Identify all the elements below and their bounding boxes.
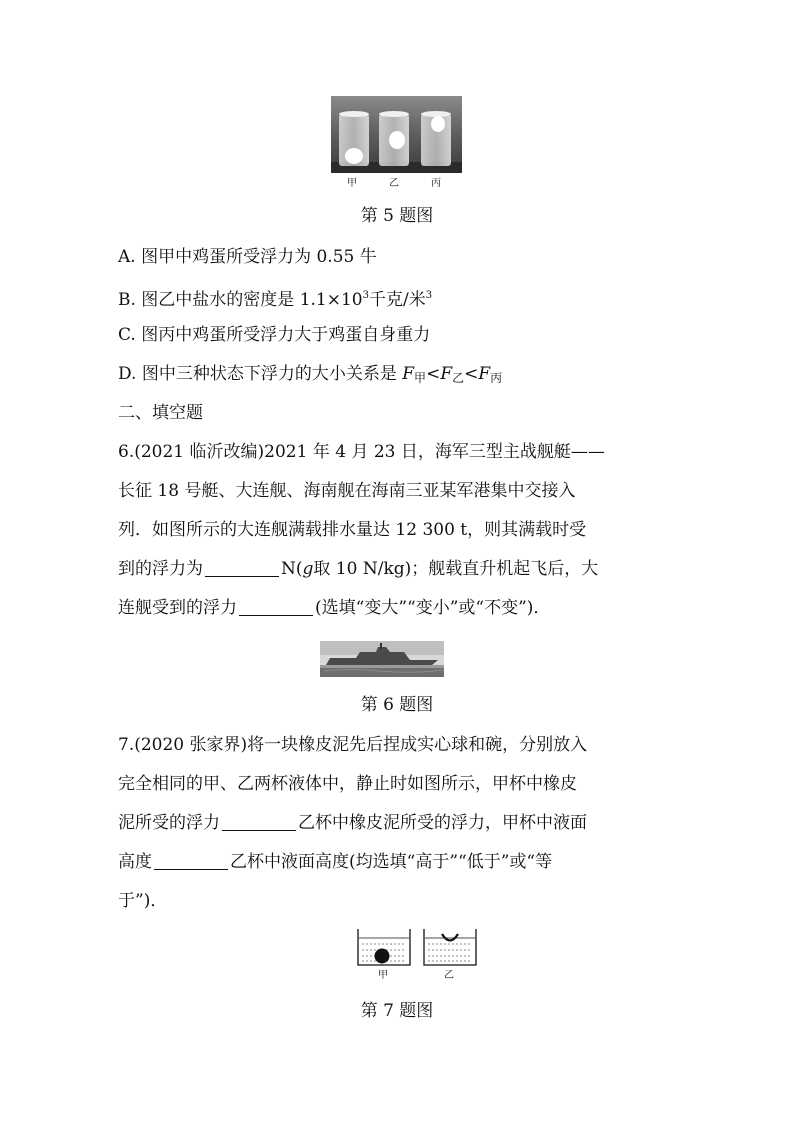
q7-line-4: [118, 850, 552, 874]
answer-blank-change[interactable]: [239, 599, 313, 616]
fig5-caption: 第 5 题图: [360, 206, 434, 226]
option-b-text: B. 图乙中盐水的密度是 1.1×10: [118, 290, 363, 310]
figure-6-photo: [320, 641, 444, 677]
section-title: 二、填空题: [118, 403, 203, 423]
fig6-caption: 第 6 题图: [360, 695, 434, 715]
figure-5-photo: [331, 96, 462, 173]
q6-line-5-b: (选填“变大”“变小”或“不变”)．: [315, 598, 551, 618]
q7-line-5: 于”)．: [118, 891, 168, 911]
force-sub-1: 甲: [414, 371, 427, 385]
q6-line-3: 列．如图所示的大连舰满载排水量达 12 300 t，则其满载时受: [118, 520, 587, 540]
q7-line-4-b: 乙杯中液面高度(均选填“高于”“低于”或“等: [230, 852, 553, 872]
q6-line-2: 长征 18 号艇、大连舰、海南舰在海南三亚某军港集中交接入: [118, 481, 576, 501]
option-b-exponent: 3: [362, 290, 369, 301]
cup-yi: [424, 929, 476, 965]
q6-line-4: [118, 557, 598, 581]
q6-line-4-a: 到的浮力为: [118, 559, 203, 579]
fig5-label-jia: 甲: [347, 178, 357, 189]
fig5-label-yi: 乙: [389, 178, 399, 189]
option-b-unit: 千克/米: [369, 290, 426, 310]
warship-image: [320, 641, 444, 677]
g-symbol: g: [302, 559, 314, 579]
option-b: [118, 284, 432, 312]
answer-blank-buoyancy[interactable]: [205, 560, 279, 577]
fig7-caption: 第 7 题图: [360, 1001, 434, 1021]
force-symbol-1: F: [402, 364, 415, 384]
two-cups-diagram: [356, 925, 480, 967]
less-than-1: <: [426, 364, 441, 384]
q7-line-2: 完全相同的甲、乙两杯液体中，静止时如图所示，甲杯中橡皮: [118, 774, 577, 794]
fig7-label-jia: 甲: [378, 970, 388, 981]
glasses-photo-image: [331, 96, 462, 173]
cup-jia: [358, 929, 410, 965]
less-than-2: <: [464, 364, 479, 384]
q6-line-5: [118, 596, 550, 620]
option-b-unit-exponent: 3: [425, 290, 433, 301]
q7-line-4-a: 高度: [118, 852, 152, 872]
force-sub-2: 乙: [452, 371, 465, 385]
fig5-label-bing: 丙: [431, 178, 441, 189]
force-symbol-3: F: [478, 364, 491, 384]
option-d: [118, 362, 502, 390]
answer-blank-force-compare[interactable]: [222, 814, 296, 831]
q7-line-3-b: 乙杯中橡皮泥所受的浮力，甲杯中液面: [298, 813, 587, 833]
force-symbol-2: F: [440, 364, 453, 384]
option-a: A. 图甲中鸡蛋所受浮力为 0.55 牛: [118, 247, 377, 267]
fig7-label-yi: 乙: [444, 970, 454, 981]
answer-blank-level-compare[interactable]: [154, 853, 228, 870]
q6-line-5-a: 连舰受到的浮力: [118, 598, 237, 618]
q7-line-3-a: 泥所受的浮力: [118, 813, 220, 833]
q7-line-1: 7.(2020 张家界)将一块橡皮泥先后捏成实心球和碗，分别放入: [118, 735, 588, 755]
q6-line-4-b: N(: [281, 559, 303, 579]
force-sub-3: 丙: [490, 371, 503, 385]
figure-7-diagram: [356, 925, 480, 967]
q6-line-1: 6.(2021 临沂改编)2021 年 4 月 23 日，海军三型主战舰艇——: [118, 442, 605, 462]
option-c: C. 图丙中鸡蛋所受浮力大于鸡蛋自身重力: [118, 325, 431, 345]
q7-line-3: [118, 811, 587, 835]
q6-line-4-c: 取 10 N/kg)；舰载直升机起飞后，大: [313, 559, 599, 579]
option-d-text: D. 图中三种状态下浮力的大小关系是: [118, 364, 397, 384]
